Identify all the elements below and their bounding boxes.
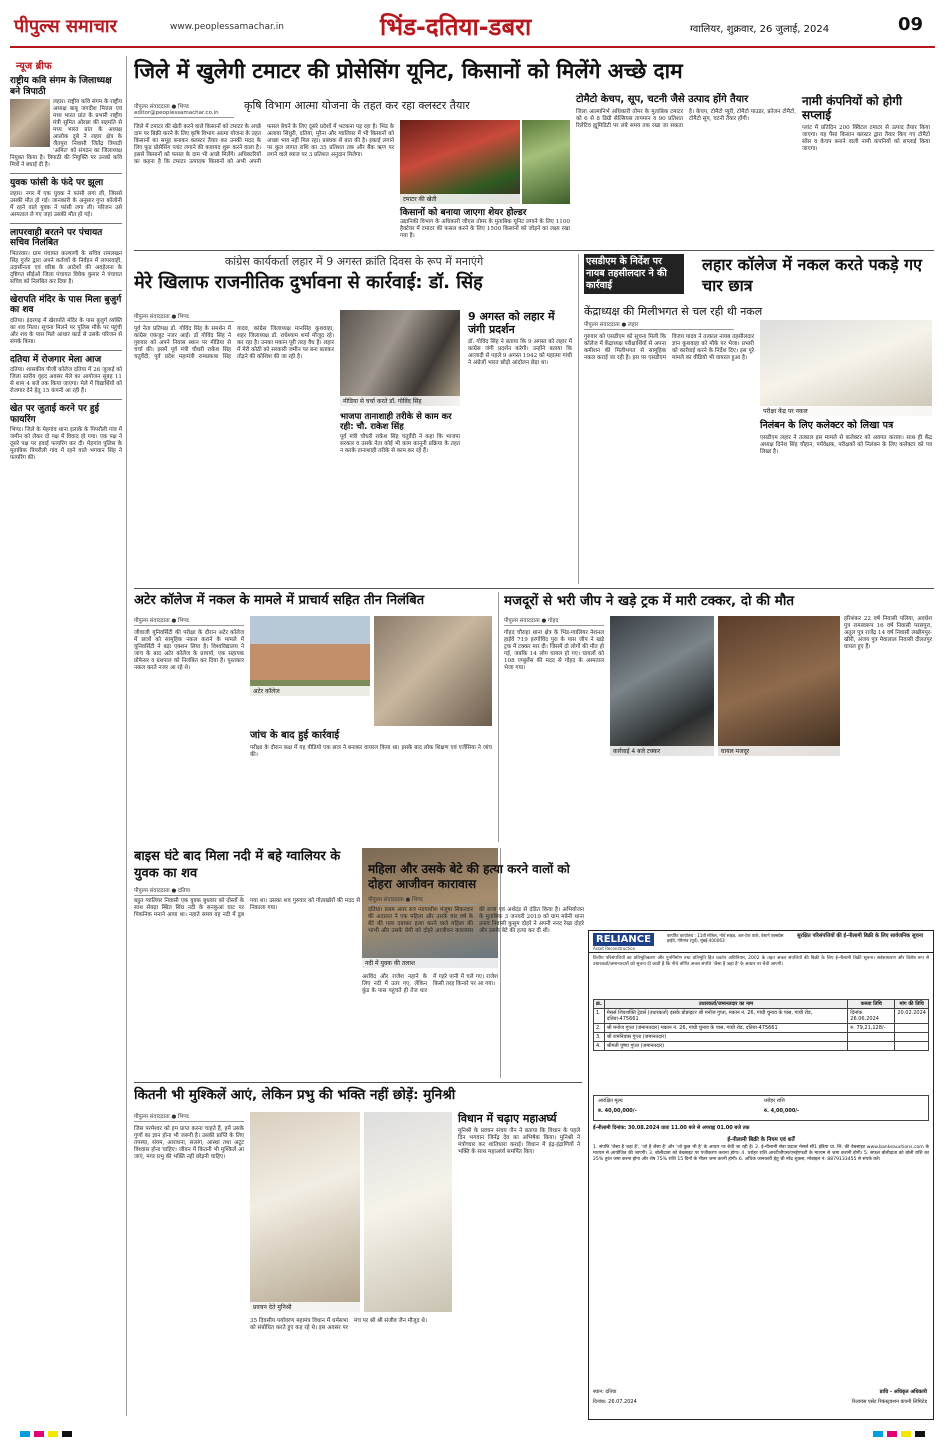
box-title: टोमैटो केचप, सूप, चटनी जैसे उत्पाद होंगे तैयार bbox=[576, 94, 749, 105]
court-byline: पीपुल्स संवाददाता ● भिण्ड bbox=[368, 895, 478, 905]
auction-date: ई-नीलामी दिनांक: 30.08.2024 प्रातः 11.00 बजे से अपराह्न 01.00 बजे तक bbox=[593, 1125, 750, 1131]
table-header: क्र. bbox=[594, 1000, 605, 1009]
tomato-story bbox=[134, 58, 934, 248]
muni-body-2: 35 दिवसीय पर्यावरण महामंत्र विधान में धर्मसभा को संबोधित करते हुए कह रहे थे। इस अवसर पर मंच पर श्री श्री संजीव जैन मौजूद थे। bbox=[250, 1318, 427, 1332]
sub-title: भाजपा तानाशाही तरीके से काम कर रही: चौ. राकेश सिंह bbox=[340, 412, 452, 432]
sidebar-item-title: युवक फांसी के फंदे पर झूला bbox=[10, 178, 104, 188]
divider bbox=[134, 588, 934, 589]
table-header: मांग की तिथि bbox=[895, 1000, 929, 1009]
divider bbox=[134, 250, 934, 251]
muni-photo bbox=[250, 1112, 360, 1312]
table-header-row bbox=[594, 1000, 929, 1009]
photo-caption: प्रवचन देते मुनिश्री bbox=[250, 1302, 360, 1312]
notice-office: कार्पोरेट कार्यालय : 11वीं मंजिल, नॉर्थ साइड, आर-टेक पार्क, वेस्टर्न एक्सप्रेस हाईवे, गोरेगांव (पूर्व), मुंबई-400063 bbox=[667, 933, 784, 944]
cell: 2. bbox=[594, 1024, 605, 1033]
tomato-body: जिले में टमाटर की खेती करने वाले किसानों को टमाटर के अच्छे दाम पर बिक्री करने के लिए कृषि विभाग आत्मा योजना के तहत किसानों का समूह बनाकर क्लस्टर तैयार कर उनकी मदद के लिए फूड प्रोसेसिंग प्लांट लगाने की कवायद शुरू करने वाला है। इससे किसानों को फसल के दाम भी अच्छे मिलेंगे। अधिकारियों का कहना है कि टमाटर उत्पादक किसानों को अभी अपनी फसल बेचने के लिए दूसरे प्रदेशों में भटकना पड़ रहा है। भिंड के अलावा सिंधुरी, दतिया, मुरैना और ग्वालियर में भी किसानों को अच्छा भाव नहीं मिल रहा। प्रबंधक से बात की है। इकाई लगाने पर कुल लागत राशि का 35 प्रतिशत तक और बैंक ऋण पर लगने वाले ब्याज पर 3 प्रतिशत अनुदान मिलेगा। bbox=[134, 124, 394, 166]
section-title: भिंड-दतिया-डबरा bbox=[380, 13, 532, 41]
box2-body: प्लांट में प्रतिदिन 200 क्विंटल टमाटर से उत्पाद तैयार किया जाएगा। यह पैसा किसान क्लस्टर द्वारा तैयार किए गए टोमैटो सॉस व केचप बनाने वाली नामी कंपनियों को सप्लाई किया जाएगा। bbox=[802, 125, 930, 153]
table-row bbox=[594, 1024, 929, 1033]
byline-email[interactable]: editor@peoplessamachar.co.in bbox=[134, 110, 219, 116]
side-title: 9 अगस्त को लहार में जंगी प्रदर्शन bbox=[468, 310, 555, 336]
notice-company: रिलायंस एसेट रिकंस्ट्रक्शन कंपनी लिमिटेड bbox=[852, 1399, 927, 1405]
sidebar-item-body: भितरवार। ग्राम पंचायत कल्याणी के सचिव रामलखन सिंह गुर्जर द्वारा अपने कर्तव्यों के निर्वहन में लापरवाही, उदासीनता एवं वरिष्ठ के आदेशों की अवहेलना के दृष्टिगत सीईओ जिला पंचायत विवेक कुमार ने पंचायत सचिव को निलंबित कर दिया है। bbox=[10, 250, 122, 285]
photo-caption: घायल मजदूर bbox=[718, 746, 840, 756]
sidebar-item bbox=[10, 228, 122, 286]
sidebar-label: न्यूज ब्रीफ bbox=[16, 61, 52, 72]
cell bbox=[848, 1042, 895, 1051]
tomato-subhead: कृषि विभाग आत्मा योजना के तहत कर रहा क्लस्टर तैयार bbox=[244, 99, 470, 112]
lahar-photo bbox=[760, 320, 932, 416]
sub-body: परीक्षा के दौरान कक्ष में यह वीडियो एक छात्र ने बनाकर वायरल किया था। इसके बाद लोक शिक्षण एवं एजेंसिया ने जांच की। bbox=[250, 745, 492, 759]
congress-side bbox=[468, 310, 572, 367]
notice-intro: वित्तीय परिसंपत्तियों का प्रतिभूतिकरण और पुनर्निर्माण तथा प्रतिभूति हित प्रवर्तन अधिनियम, 2002 के तहत अचल संपत्तियों की बिक्री के लिए ई-नीलामी बिक्री सूचना। सर्वसाधारण और विशेष रूप से उधारकर्ता/जमानतदारों को सूचना दी जाती है कि नीचे वर्णित अचल संपत्ति 'जैसा है जहां है' के आधार पर बेची जाएगी। bbox=[593, 956, 929, 967]
notice-brand-sub: Asset Reconstruction bbox=[593, 946, 636, 951]
table-row bbox=[594, 1042, 929, 1051]
masthead bbox=[0, 0, 945, 52]
sidebar-item-body: लहार। राष्ट्रीय कवि संगम के राष्ट्रीय अध्यक्ष बाबू जगदीश मित्तल एवं मध्य भारत प्रांत के प्रभारी राष्ट्रीय मंत्री सुमित ओरछा की सहमति से मध्य भारत प्रांत के अध्यक्ष आलोक दुबे ने लहार क्षेत्र के जैतपुरा निवासी जितेंद्र त्रिपाठी 'अमित' को संगठन का जिलाध्यक्ष नियुक्त किया है। त्रिपाठी की नियुक्ति पर उनको कवि मित्रों ने बधाई दी है। bbox=[10, 99, 122, 168]
river-story bbox=[134, 848, 360, 1078]
side-body: मुनिश्री के प्रवचन संचय जैन ने बताया कि विधान के पहले दिन भगवान जिनेंद्र देव का अभिषेक किया। मुनिश्री ने मंत्रोच्चार कर शांतिधारा कराई। विधान में इंद्र-इंद्राणियों ने भक्ति के साथ महाअर्घ्य समर्पित किए। bbox=[458, 1128, 580, 1156]
print-color-bar bbox=[0, 1428, 945, 1440]
side-body: उद्यानिकी विभाग के अधिकारी जीएस तोमर के मुताबिक यूनिट लगाने के लिए 1100 हैक्टेयर में टमाटर की फसल करने के लिए 1500 किसानों को जोड़ने का लक्ष्य रखा गया है। bbox=[400, 219, 570, 240]
reserve-value: रु. 40,00,000/- bbox=[598, 1108, 637, 1114]
lahar-box bbox=[760, 420, 932, 456]
sidebar-item bbox=[10, 355, 122, 396]
cell: 20.02.2024 bbox=[895, 1009, 929, 1024]
sub-title: जांच के बाद हुई कार्रवाई bbox=[250, 730, 340, 741]
tomato-side bbox=[400, 208, 570, 240]
photo-caption: कार्रवाई 4 बजे टक्कर bbox=[610, 746, 714, 756]
sub-body: पूर्व मंत्री चौधरी राकेश सिंह चतुर्वेदी ने कहा कि भाजपा सरकार व उसके नेता कोई भी काम कानूनी प्रक्रिया के तहत न करके तानाशाही तरीके से काम कर रहे हैं। bbox=[340, 434, 460, 455]
ater-photo bbox=[250, 616, 370, 696]
cell: मेसर्स शिवशक्ति ट्रेडर्स (उधारकर्ता) इसके प्रोप्राइटर श्री मनोज गुप्ता, मकान नं. 26, गांधी चुनाव के पास, गांधी रोड, दतिया-475661 bbox=[604, 1009, 848, 1024]
tomato-byline bbox=[134, 102, 234, 118]
notice-place: स्थान: दतिया bbox=[593, 1389, 617, 1395]
lahar-body: गुरुवार को एसडीएम को सूचना मिली कि कॉलेज में केंद्राध्यक्ष परीक्षार्थियों से अपना कमीशन की मिलीभगत से सामूहिक नकल कराई जा रही है। इस पर एसडीएम विजय यादव ने तत्काल नायब तहसीलदार ज्ञान कुशवाहा को मौके पर भेजा। प्रभारी को कार्रवाई करने के निर्देश दिए। इस पूरे मामले का वीडियो भी वायरल हुआ है। bbox=[584, 334, 754, 362]
sidebar-item-body: लहार। नगर में एक युवक ने फांसी लगा ली, जिससे उसकी मौत हो गई। जानकारी के अनुसार गुप्त कॉलोनी में रहने वाले युवक ने फांसी लगा ली। परिजन उसे अस्पताल ले गए जहां उसकी मौत हो गई। bbox=[10, 190, 122, 218]
accident-photo-2 bbox=[718, 616, 840, 756]
cell: श्री मनोज गुप्ता (जमानतदार) मकान नं. 26, गांधी चुनाव के पास, गांधी रोड, दतिया-475661 bbox=[604, 1024, 848, 1033]
notice-brand: RELIANCE bbox=[593, 933, 654, 946]
sidebar-item bbox=[10, 76, 122, 169]
notice-values bbox=[593, 1095, 929, 1121]
sidebar-item-title: खेरापति मंदिर के पास मिला बुजुर्ग का शव bbox=[10, 294, 122, 315]
photo-caption: मीडिया से चर्चा करते डॉ. गोविंद सिंह bbox=[340, 396, 460, 406]
ater-story bbox=[134, 592, 494, 842]
cell: श्री रामनिवास गुप्ता (जमानतदार) bbox=[604, 1033, 848, 1042]
author-photo bbox=[10, 99, 50, 147]
sidebar-item-body: दतिया। शासकीय पीजी कॉलेज दतिया में 26 जुलाई को जिला स्तरीय वृहद अवसर मेले का आयोजन सुबह 11 से शाम 4 बजे तक किया जाएगा। मेले में विद्यार्थियों को रोजगार देने हेतु 15 कंपनी आ रही हैं। bbox=[10, 367, 122, 394]
box-body: जिला आत्मानिर्भ अधिकारी तोमर के मुताबिक टमाटर को 6 से 8 डिग्री सेल्सियस तापमान व 90 प्रतिशत रिलेटिव ह्यूमिडिटी पर लंबे समय तक रखा जा सकता है। केचप, टोमैटो प्यूरी, टोमैटो पाउडर, फ्रोजन टोमैटो, टोमैटो सूप, चटनी तैयार होंगी। bbox=[576, 109, 796, 130]
sdm-title: एसडीएम के निर्देश पर नायब तहसीलदार ने की कार्रवाई bbox=[584, 254, 684, 294]
byline-name: पीपुल्स संवाददाता ● भिण्ड bbox=[134, 104, 189, 110]
notice-date: दिनांक: 26.07.2024 bbox=[593, 1399, 637, 1405]
sidebar-item-title: राष्ट्रीय कवि संगम के जिलाध्यक्ष बने त्रिपाठी bbox=[10, 76, 112, 97]
photo-caption: परीक्षा केंद्र पर नकल bbox=[760, 406, 932, 416]
cell: 3. bbox=[594, 1033, 605, 1042]
divider bbox=[134, 1082, 582, 1083]
tomato-headline: जिले में खुलेगी टमाटर की प्रोसेसिंग यूनिट, किसानों को मिलेंगे अच्छे दाम bbox=[134, 59, 683, 83]
table-row bbox=[594, 1009, 929, 1024]
muni-story bbox=[134, 1086, 582, 1420]
sidebar-item bbox=[10, 178, 122, 219]
muni-headline: कितनी भी मुश्किलें आएं, लेकिन प्रभु की भक्ति नहीं छोड़ें: मुनिश्री bbox=[134, 1087, 456, 1103]
congress-body: पूर्व नेता प्रतिपक्ष डॉ. गोविंद सिंह के समर्थन में कांग्रेस एकजुट नजर आई। डॉ गोविंद सिंह ने गुरुवार को अपने निवास स्थान पर मीडिया से चर्चा की। इसमें पूर्व मंत्री चौधरी राकेश सिंह चतुर्वेदी, पूर्व प्रदेश महामंत्री रामप्रकाश सिंह यादव, कांग्रेस जिलाध्यक्ष मानसिंह कुशवाहा, शहर जिलाध्यक्ष डॉ. राधेश्याम शर्मा मौजूद रहे। कर रहा है। उनका मकान पूरी तरह वैध है। लहार में मेरी कोठी को सरकारी जमीन पर बना बताकर तोड़ने की कोशिश की जा रही है। bbox=[134, 326, 334, 361]
ater-headline: अटेर कॉलेज में नकल के मामले में प्राचार्य सहित तीन निलंबित bbox=[134, 593, 425, 608]
cell: रु. 79,21,128/- bbox=[848, 1024, 895, 1033]
sidebar-item-title: दतिया में रोजगार मेला आज bbox=[10, 354, 102, 365]
cell bbox=[895, 1024, 929, 1033]
table-row bbox=[594, 1033, 929, 1042]
box-title: निलंबन के लिए कलेक्टर को लिखा पत्र bbox=[760, 420, 894, 431]
congress-kicker: कांग्रेस कार्यकर्ता लहार में 9 अगस्त क्रांति दिवस के रूप में मनाएंगे bbox=[224, 255, 484, 268]
tomato-photo bbox=[400, 120, 520, 204]
reserve-label: आरक्षित मूल्य bbox=[598, 1098, 623, 1104]
box2-title: नामी कंपनियों को होगी सप्लाई bbox=[802, 94, 903, 122]
muni-body: जिस परमेश्वर को हम प्राप्त करना चाहते हैं, हमें उसके गुणों का ज्ञान होना भी जरूरी है। उसकी प्राप्ति के लिए तपस्या, संयम, आराधना, सत्संग, आस्था तथा अटूट विश्वास होना चाहिए। जीवन में कितनी भी मुश्किलें आ जाएं, मगर प्रभु की भक्ति नहीं छोड़नी चाहिए। bbox=[134, 1126, 244, 1161]
ater-sub bbox=[250, 702, 492, 759]
court-news bbox=[368, 862, 584, 1082]
table-header: कब्जा तिथि bbox=[848, 1000, 895, 1009]
cell: श्रीमती पुष्पा गुप्ता (जमानतदार) bbox=[604, 1042, 848, 1051]
side-title: किसानों को बनाया जाएगा शेयर होल्डर bbox=[400, 208, 527, 218]
notice-banner: सुरक्षित परिसंपत्तियों की ई-नीलामी बिक्री के लिए सार्वजनिक सूचना bbox=[797, 933, 923, 939]
cell: दिनांक 26.06.2024 bbox=[848, 1009, 895, 1024]
congress-photo bbox=[340, 310, 460, 406]
congress-story bbox=[134, 254, 574, 584]
terms-body: 1. संपत्ति 'जैसा है जहां है', 'जो है जैसा है' और 'जो कुछ भी है' के आधार पर बेची जा रही है। 2. ई-नीलामी सेवा प्रदाता मेसर्स सी1 इंडिया प्रा. लि. की वेबसाइट www.bankeauctions.com के माध्यम से आयोजित की जाएगी। 3. बोलीदाता को वेबसाइट पर पंजीकरण कराना होगा। 4. धरोहर राशि आरटीजीएस/एनईएफटी के माध्यम से जमा करानी होगी। 5. सफल बोलीदाता को बोली राशि का 25% तुरंत जमा करना होगा और शेष 75% राशि 15 दिनों के भीतर जमा करनी होगी। 6. अधिक जानकारी हेतु श्री नरेंद्र शुक्ला, मोबाइल नं. 8879133455 से संपर्क करें। bbox=[593, 1145, 929, 1163]
tomato-photo-2 bbox=[522, 120, 570, 204]
box-body: एसडीएम लहार ने तत्काल इस मामले से कलेक्टर को अवगत कराया। साथ ही केंद्र अध्यक्ष दिनेश सिंह चौहान, पर्यवेक्षक, परीक्षकों को निलंबन के लिए कलेक्टर को पत्र लिखा है। bbox=[760, 435, 932, 456]
emd-label: धरोहर राशि bbox=[764, 1098, 785, 1104]
notice-table bbox=[593, 999, 929, 1051]
terms-title: ई-नीलामी बिक्री के नियम एवं शर्तें bbox=[727, 1137, 795, 1143]
sidebar-item-title: खेत पर जुताई करने पर हुई फायरिंग bbox=[10, 404, 100, 425]
congress-headline: मेरे खिलाफ राजनीतिक दुर्भावना से कार्रवाई: डॉ. सिंह bbox=[134, 272, 483, 293]
muni-side bbox=[458, 1112, 580, 1156]
accident-byline: पीपुल्स संवाददाता ● गोहद bbox=[504, 616, 604, 626]
masthead-rule bbox=[10, 46, 935, 48]
muni-byline: पीपुल्स संवाददाता ● भिण्ड bbox=[134, 1112, 244, 1122]
notice-header bbox=[589, 931, 933, 953]
ater-byline: पीपुल्स संवाददाता ● भिण्ड bbox=[134, 616, 244, 626]
cell bbox=[895, 1033, 929, 1042]
accident-headline: मजदूरों से भरी जीप ने खड़े ट्रक में मारी टक्कर, दो की मौत bbox=[504, 593, 795, 609]
accident-side: हरिशंकर 22 वर्ष निवासी पलिया, अवधेश पुत्र रामस्वरूप 16 वर्ष निवासी परसपुरा, अतुल पुत्र राजेंद्र 14 वर्ष निवासी लखीमपुर-खीरी, अंजय पुत्र मेवालाल निवासी दौलतपुर घायल हुए हैं। bbox=[844, 616, 932, 651]
congress-sub bbox=[340, 412, 460, 455]
auction-notice bbox=[588, 930, 934, 1420]
divider bbox=[578, 254, 579, 584]
website[interactable]: www.peoplessamachar.in bbox=[170, 22, 284, 32]
cell bbox=[895, 1042, 929, 1051]
ater-body: जीवाजी यूनिवर्सिटी की परीक्षा के दौरान अटेर कॉलेज में छात्रों को सामूहिक नकल कराने के मामले में यूनिवर्सिटी ने बड़ा एक्शन लिया है। विश्वविद्यालय ने जांच के बाद अटेर कॉलेज के प्राचार्य, एक सहायक प्रोफेसर व ग्रंथपाल को निलंबित कर दिया है। पुस्तकार नकल करते नजर आ रहे थे। bbox=[134, 630, 244, 672]
accident-photo bbox=[610, 616, 714, 756]
sidebar-divider bbox=[126, 56, 127, 1416]
photo-caption: टमाटर की खेती bbox=[400, 194, 520, 204]
sidebar-item-body: दतिया। इंदरगढ़ में खेरापति मंदिर के पास बुजुर्ग व्यक्ति का शव मिला। सूचना मिलने पर पुलिस मौके पर पहुंची और शव के पास मिले आधार कार्ड से उसके परिजन से संपर्क किया। bbox=[10, 317, 122, 345]
sidebar bbox=[10, 56, 122, 1416]
lahar-subhead: केंद्राध्यक्ष की मिलीभगत से चल रही थी नकल bbox=[584, 305, 763, 318]
court-body: दतिया। प्रथम अपर सत्र न्यायाधीश मंजुषा सिकरवार की अदालत ने एक महिला और उसके चार वर्ष के बेटे की गला दबाकर हत्या करने वाले महिला की भाभी और उसके प्रेमी को दोहरे आजीवन कारावास की सजा एवं अर्थदंड से दंडित किया है। अभियोजन के मुताबिक 3 जनवरी 2019 को ग्राम मबेनी थाना उनाव निवासी कुसुम दोहरे ने अपनी ननद रेखा दोहरे और उसके बेटे की हत्या कर दी थी। bbox=[368, 907, 584, 935]
lahar-story bbox=[584, 254, 934, 584]
photo-caption: नदी में युवक की तलाश bbox=[362, 958, 498, 968]
cell: 4. bbox=[594, 1042, 605, 1051]
river-body-2: अरविंद और राजेश नहाने के लिए नदी में उतर गए, लेकिन कुंड के पास पहुंचते ही तेज धार में गहरे पानी में चले गए। राजेश किसी तरह किनारे पर आ गया। bbox=[362, 974, 498, 995]
photo-caption: अटेर कॉलेज bbox=[250, 686, 370, 696]
river-headline: बाइस घंटे बाद मिला नदी में बहे ग्वालियर के युवक का शव bbox=[134, 849, 341, 881]
dateline: ग्वालियर, शुक्रवार, 26 जुलाई, 2024 bbox=[690, 24, 830, 35]
tomato-box bbox=[576, 94, 796, 239]
river-byline: पीपुल्स संवाददाता ● दतिया bbox=[134, 886, 244, 896]
sidebar-item bbox=[10, 295, 122, 346]
accident-body: गोहद चौराहा थाना क्षेत्र के भिंड-ग्वालियर नेशनल हाईवे 719 हरगोविंद पुरा के पास जीप ने खड़े ट्रक में टक्कर मार दी। जिसमें दो लोगों की मौत हो गई, जबकि 14 लोग घायल हो गए। घायलों को 108 एम्बुलेंस की मदद से गोहद के अस्पताल भेजा गया। bbox=[504, 630, 604, 672]
page-number: 09 bbox=[898, 14, 924, 35]
congress-byline: पीपुल्स संवाददाता ● भिण्ड bbox=[134, 312, 234, 322]
lahar-headline: लहार कॉलेज में नकल करते पकड़े गए चार छात्र bbox=[702, 255, 922, 295]
side-title: विधान में चढ़ाए महाअर्घ्य bbox=[458, 1112, 557, 1125]
river-body: बहुत ग्वालियर निवासी एक युवक बुधवार को दोस्तों के साथ सेवढ़ा स्थित सिंध नदी के सनकुआं घाट पर पिकनिक मनाने आया था। नहाते समय वह नदी में डूब गया था। उसका शव गुरुवार को गोताखोरों की मदद से निकाला गया। bbox=[134, 898, 360, 919]
notice-sign: प्राधि - अधिकृत अधिकारी bbox=[879, 1389, 927, 1395]
court-headline: महिला और उसके बेटे की हत्या करने वालों को दोहरा आजीवन कारावास bbox=[368, 862, 570, 891]
cell: 1. bbox=[594, 1009, 605, 1024]
emd-value: रु. 4,00,000/- bbox=[764, 1108, 800, 1114]
cell bbox=[848, 1033, 895, 1042]
side-body: डॉ. गोविंद सिंह ने बताया कि 9 अगस्त को लहार में कांग्रेस जंगी प्रदर्शन करेगी। उन्होंने बताया कि आजादी से पहले 9 अगस्त 1942 को महात्मा गांधी ने अंग्रेजों भारत छोड़ो आंदोलन छेड़ा था। bbox=[468, 339, 572, 367]
sidebar-item bbox=[10, 404, 122, 462]
divider bbox=[498, 592, 499, 842]
table-header: उधारकर्ता/जमानतदार का नाम bbox=[604, 1000, 848, 1009]
paper-name: पीपुल्स समाचार bbox=[14, 16, 117, 37]
muni-photo-2 bbox=[364, 1112, 452, 1312]
sidebar-item-body: भिण्ड। जिले के मेहगांव थाना इलाके के पिपरौली गांव में जमीन को लेकर दो पक्ष में विवाद हो गया। एक पक्ष ने दूसरे पक्ष पर हवाई फायरिंग कर दी। मेहगांव पुलिस के मुताबिक पिपरौली गांव में रहने वाले भगवान सिंह ने फायरिंग की। bbox=[10, 427, 122, 461]
lahar-byline: पीपुल्स संवाददाता ● लहार bbox=[584, 320, 734, 330]
sidebar-item-title: लापरवाही बरतने पर पंचायत सचिव निलंबित bbox=[10, 227, 103, 248]
tomato-box-2 bbox=[802, 94, 930, 153]
